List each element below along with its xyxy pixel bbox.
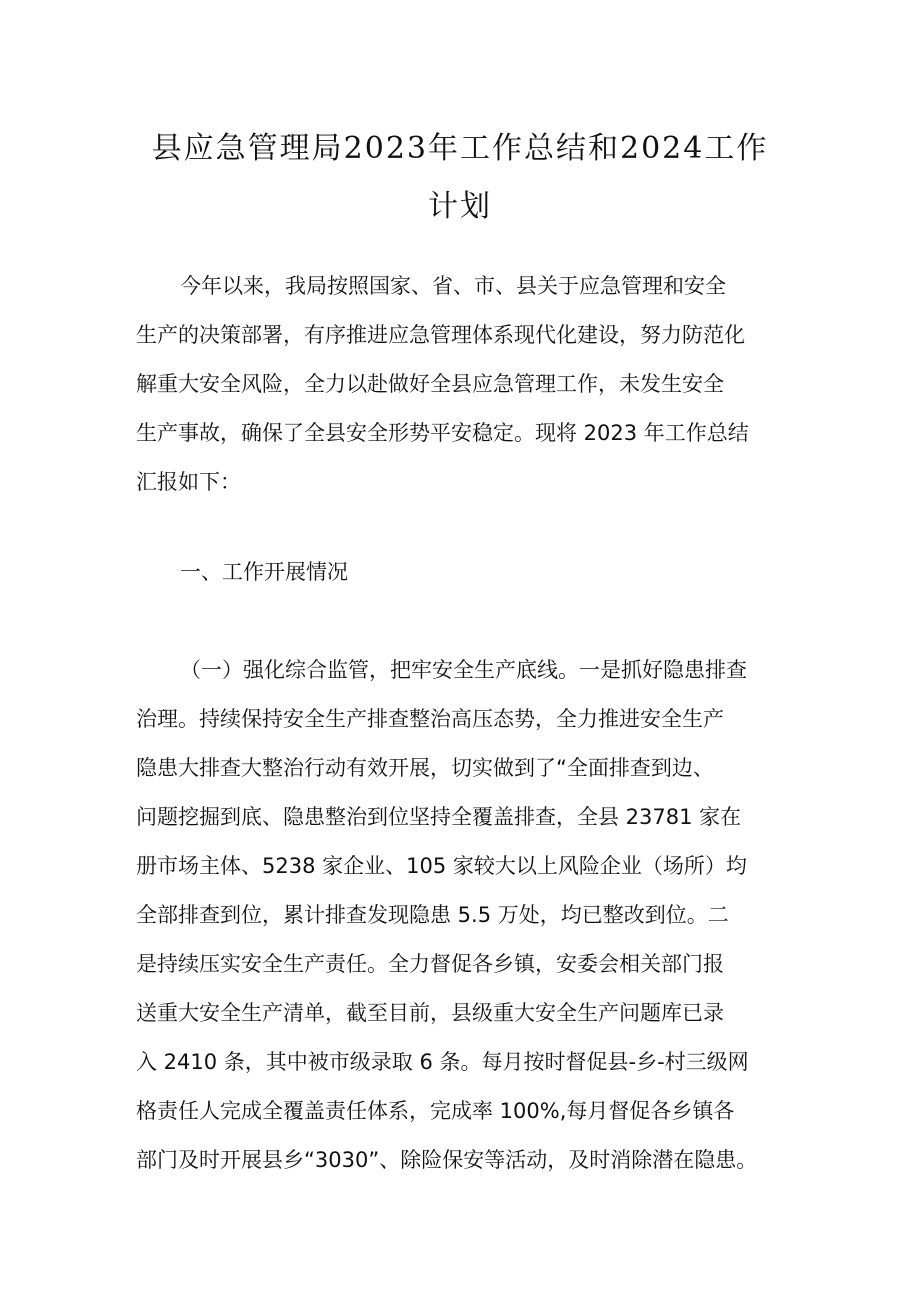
section-paragraph-line: 全部排查到位，累计排查发现隐患 5.5 万处，均已整改到位。二 <box>136 903 729 927</box>
intro-paragraph-line: 今年以来，我局按照国家、省、市、县关于应急管理和安全 <box>180 274 726 298</box>
intro-paragraph-line: 解重大安全风险，全力以赴做好全县应急管理工作，未发生安全 <box>136 372 724 396</box>
section-paragraph-line: 送重大安全生产清单，截至目前，县级重大安全生产问题库已录 <box>136 1001 724 1025</box>
section-paragraph-line: （一）强化综合监管，把牢安全生产底线。一是抓好隐患排查 <box>180 658 747 682</box>
intro-paragraph-line: 汇报如下： <box>136 470 241 494</box>
section-paragraph-line: 是持续压实安全生产责任。全力督促各乡镇，安委会相关部门报 <box>136 952 724 976</box>
section-heading: 一、工作开展情况 <box>180 560 348 584</box>
intro-paragraph-line: 生产事故，确保了全县安全形势平安稳定。现将 2023 年工作总结 <box>136 421 749 445</box>
section-paragraph-line: 格责任人完成全覆盖责任体系，完成率 100%,每月督促各乡镇各 <box>136 1099 735 1123</box>
section-paragraph-line: 部门及时开展县乡“3030”、除险保安等活动，及时消除潜在隐患。 <box>136 1148 758 1172</box>
section-paragraph-line: 治理。持续保持安全生产排查整治高压态势，全力推进安全生产 <box>136 707 724 731</box>
section-paragraph-line: 册市场主体、5238 家企业、105 家较大以上风险企业（场所）均 <box>136 854 747 878</box>
section-paragraph-line: 问题挖掘到底、隐患整治到位坚持全覆盖排查，全县 23781 家在 <box>136 805 742 829</box>
intro-paragraph-line: 生产的决策部署，有序推进应急管理体系现代化建设，努力防范化 <box>136 323 745 347</box>
document-title-line-1: 县应急管理局2023年工作总结和2024工作 <box>151 131 769 166</box>
document-title-line-2: 计划 <box>428 189 492 224</box>
section-paragraph-line: 隐患大排查大整治行动有效开展，切实做到了“全面排查到边、 <box>136 756 714 780</box>
section-paragraph-line: 入 2410 条，其中被市级录取 6 条。每月按时督促县-乡-村三级网 <box>136 1050 749 1074</box>
